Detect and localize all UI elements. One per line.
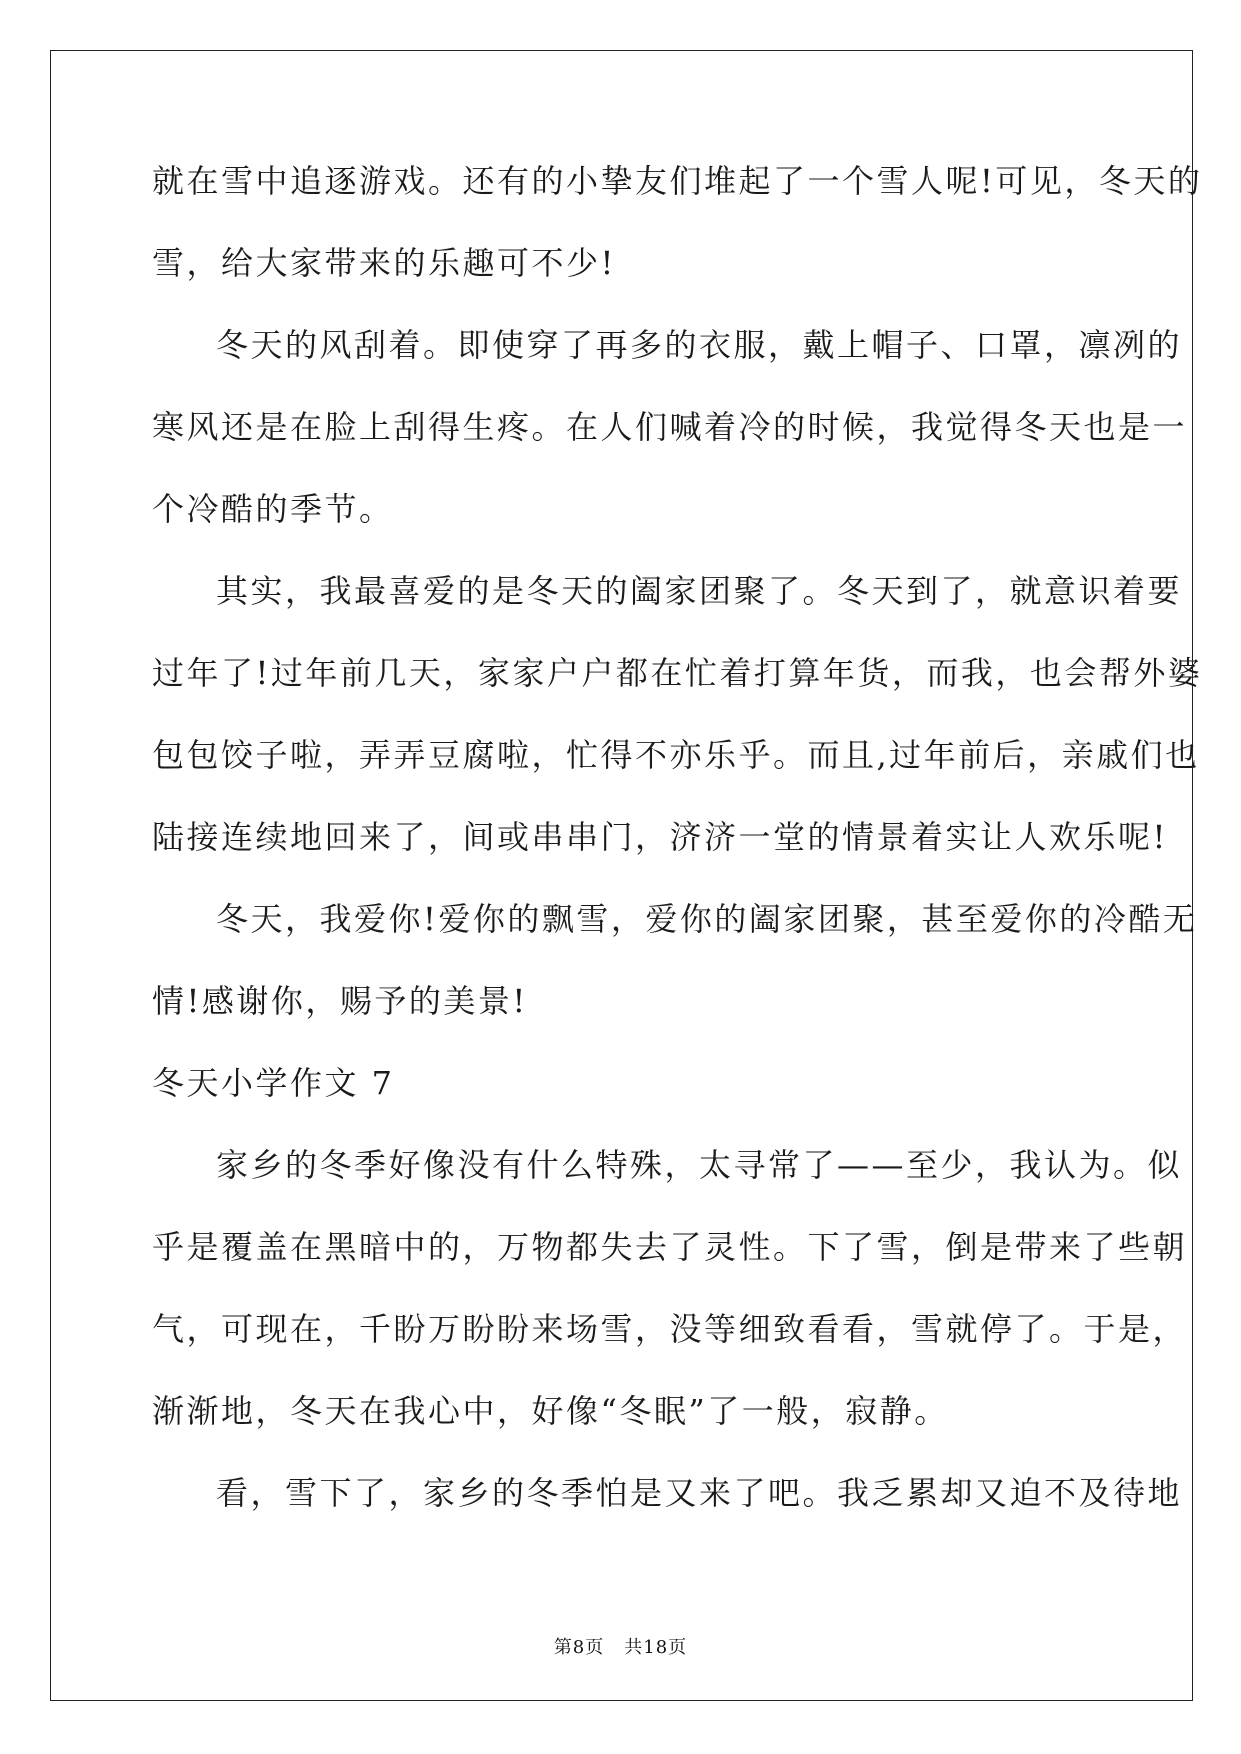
page-footer [0, 1633, 1241, 1659]
text-line: 渐渐地，冬天在我心中，好像“冬眠”了一般，寂静。 [152, 1392, 949, 1430]
text-line: 其实，我最喜爱的是冬天的阖家团聚了。冬天到了，就意识着要 [216, 572, 1183, 610]
text-line: 雪，给大家带来的乐趣可不少! [152, 244, 616, 282]
text-line: 乎是覆盖在黑暗中的，万物都失去了灵性。下了雪，倒是带来了些朝 [152, 1228, 1188, 1266]
text-line: 冬天，我爱你!爱你的飘雪，爱你的阖家团聚，甚至爱你的冷酷无 [216, 900, 1198, 938]
page-number-total: 共18页 [624, 1637, 688, 1658]
text-line: 过年了!过年前几天，家家户户都在忙着打算年货，而我，也会帮外婆 [152, 654, 1203, 692]
text-line: 气，可现在，千盼万盼盼来场雪，没等细致看看，雪就停了。于是， [152, 1310, 1188, 1348]
text-line: 就在雪中追逐游戏。还有的小挚友们堆起了一个雪人呢!可见，冬天的 [152, 162, 1203, 200]
text-line: 陆接连续地回来了，间或串串门，济济一堂的情景着实让人欢乐呢! [152, 818, 1168, 856]
section-heading: 冬天小学作文 7 [152, 1064, 395, 1102]
text-line: 个冷酷的季节。 [152, 490, 394, 528]
text-line: 寒风还是在脸上刮得生疼。在人们喊着冷的时候，我觉得冬天也是一 [152, 408, 1188, 446]
text-line: 家乡的冬季好像没有什么特殊，太寻常了——至少，我认为。似 [216, 1146, 1183, 1184]
document-body [152, 160, 1203, 1554]
page-number-current: 第8页 [553, 1637, 605, 1658]
text-line: 情!感谢你，赐予的美景! [152, 982, 528, 1020]
text-line: 包包饺子啦，弄弄豆腐啦，忙得不亦乐乎。而且,过年前后，亲戚们也 [152, 736, 1200, 774]
text-line: 看，雪下了，家乡的冬季怕是又来了吧。我乏累却又迫不及待地 [216, 1474, 1183, 1512]
text-line: 冬天的风刮着。即使穿了再多的衣服，戴上帽子、口罩，凛冽的 [216, 326, 1183, 364]
